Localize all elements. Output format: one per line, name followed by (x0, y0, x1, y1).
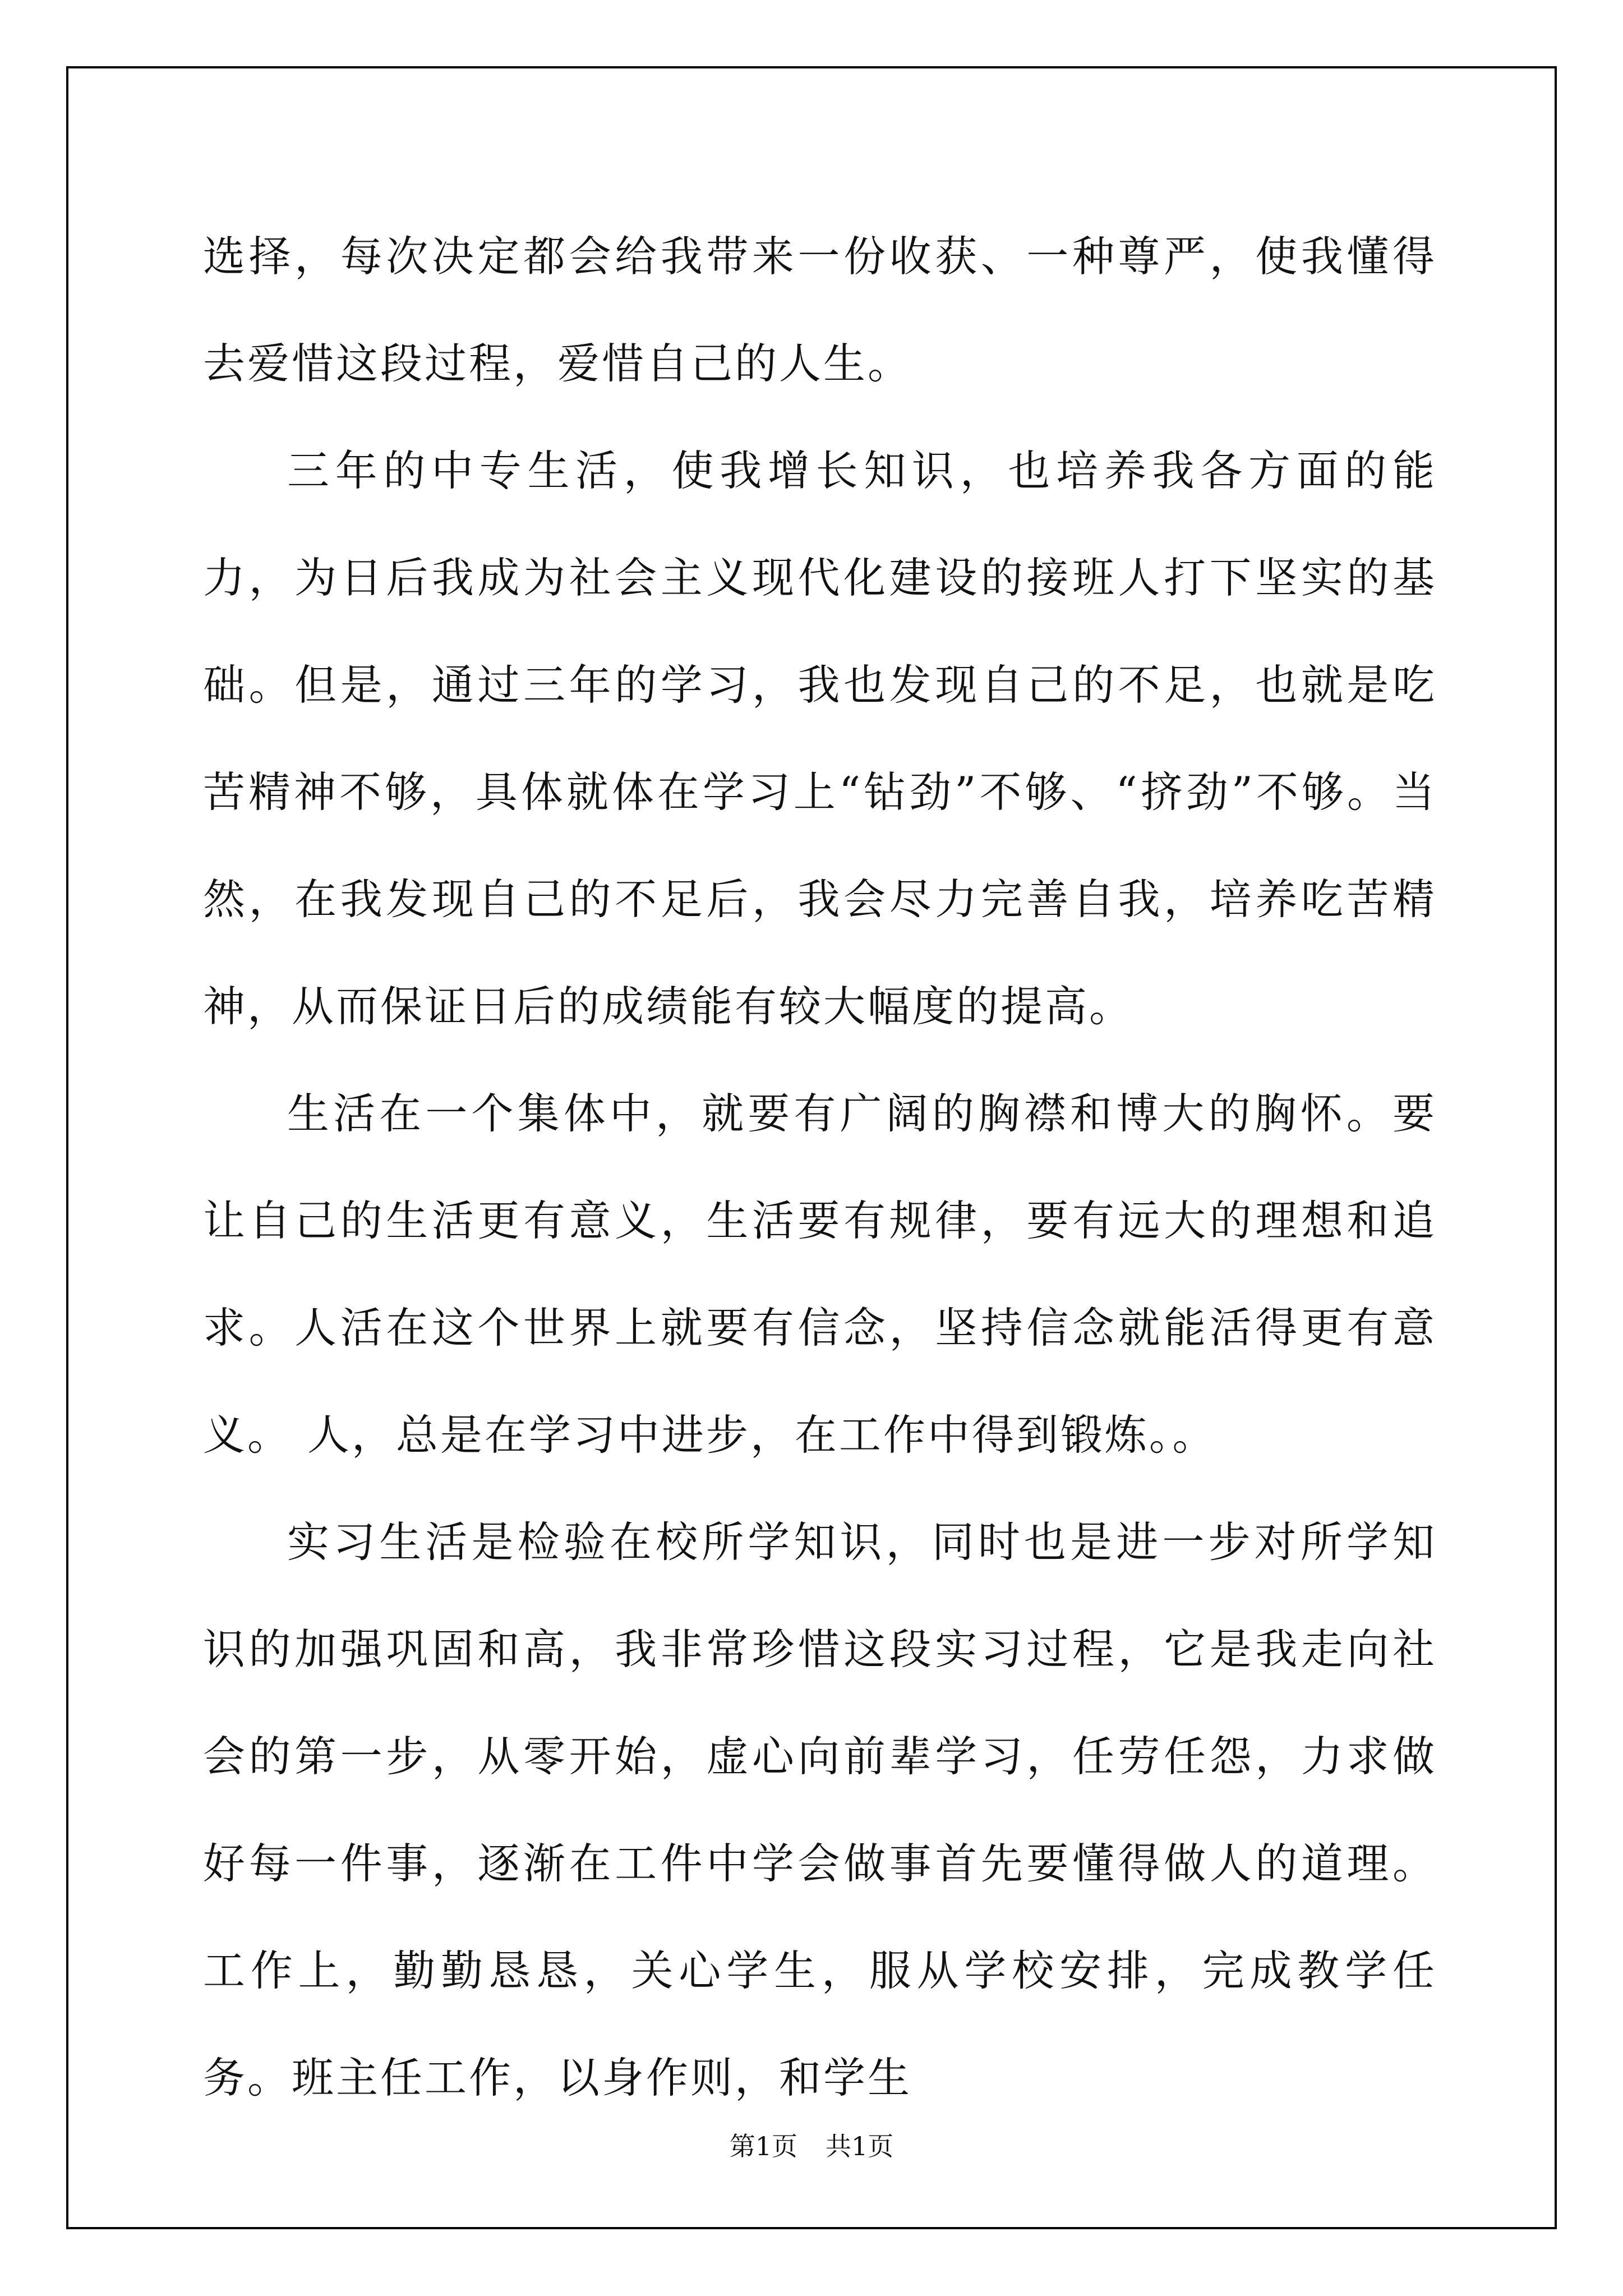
paragraph: 实习生活是检验在校所学知识，同时也是进一步对所学知识的加强巩固和高，我非常珍惜这段实习过程，它是我走向社会的第一步，从零开始，虚心向前辈学习，任劳任怨，力求做好每一件事，逐渐在工件中学会做事首先要懂得做人的道理。 工作上，勤勤恳恳，关心学生，服从学校安排，完成教学任务。班主任工作，以身作则，和学生 (203, 1517, 1437, 2102)
page-total: 共1页 (826, 2131, 894, 2161)
page-number: 第1页 (729, 2131, 797, 2161)
paragraph-continued: 选择，每次决定都会给我带来一份收获、一种尊严，使我懂得去爱惜这段过程，爱惜自己的人生。 (203, 232, 1437, 388)
paragraph: 三年的中专生活，使我增长知识，也培养我各方面的能力，为日后我成为社会主义现代化建设的接班人打下坚实的基础。但是，通过三年的学习，我也发现自己的不足，也就是吃苦精神不够，具体就体在学习上“钻劲”不够、“挤劲”不够。当然，在我发现自己的不足后，我会尽力完善自我，培养吃苦精神，从而保证日后的成绩能有较大幅度的提高。 (203, 446, 1437, 1031)
paragraph: 生活在一个集体中，就要有广阔的胸襟和博大的胸怀。要让自己的生活更有意义，生活要有规律，要有远大的理想和追求。人活在这个世界上就要有信念，坚持信念就能活得更有意义。 人，总是在学习中进步，在工作中得到锻炼。。 (203, 1089, 1437, 1460)
page-footer (0, 2126, 1623, 2163)
document-body (203, 203, 1437, 2132)
